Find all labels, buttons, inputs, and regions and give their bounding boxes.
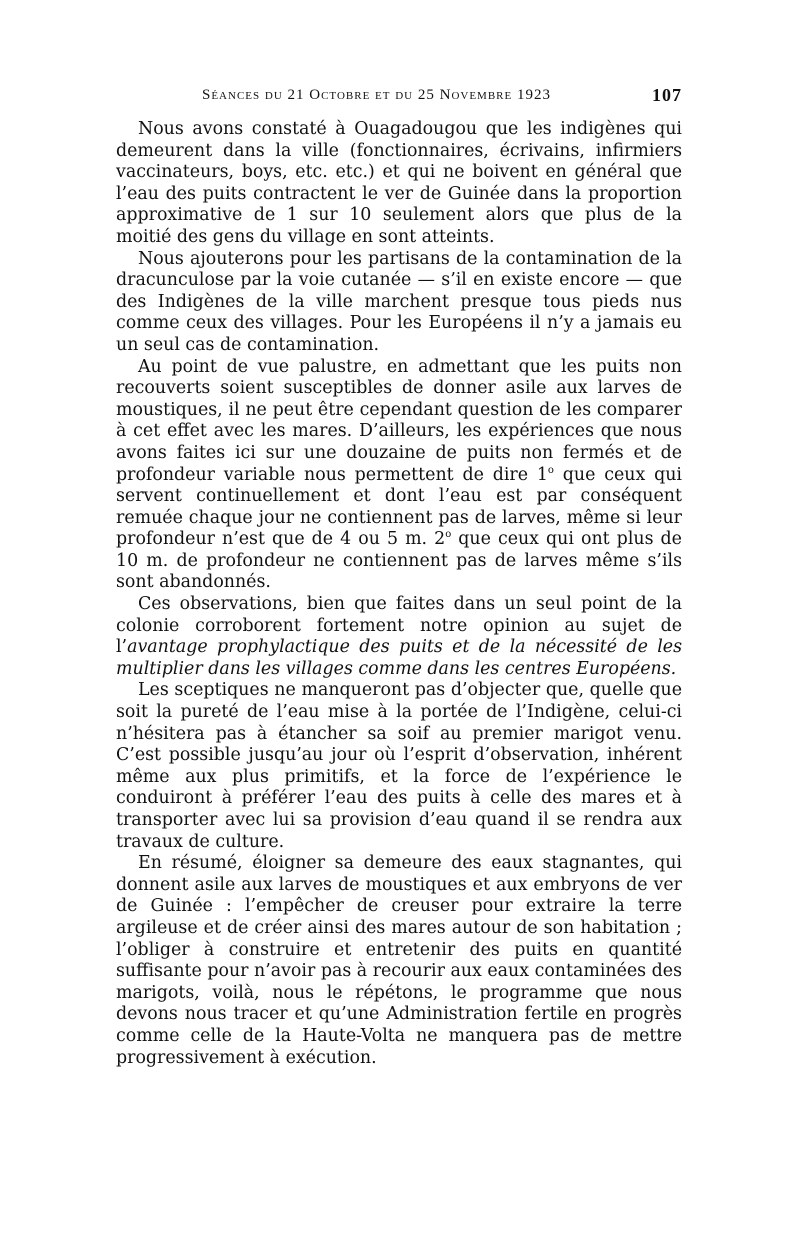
paragraph-observations bbox=[116, 594, 682, 680]
running-header bbox=[116, 80, 682, 110]
paragraph-text-part: que ceux qui ont plus de 10 m. de profondeur ne contiennent pas de larves même s’ils sont abandonnés. bbox=[116, 529, 682, 593]
page-number: 107 bbox=[652, 85, 682, 105]
paragraph-resume bbox=[116, 853, 682, 1069]
paragraph-text: En résumé, éloigner sa demeure des eaux stagnantes, qui donnent asile aux larves de moustiques et aux embryons de ver de Guinée : l’empêcher de creuser pour extraire la terre argileuse et de créer ainsi des mares autour de son habitation ; l’obliger à construire et entretenir des puits en quantité suffisante pour n’avoir pas à recourir aux eaux contaminées des marigots, voilà, nous le répétons, le programme que nous devons nous tracer et qu’une Administration fertile en progrès comme celle de la Haute-Volta ne manquera pas de mettre progressivement à exécution. bbox=[116, 853, 682, 1068]
ordinal-marker: o bbox=[445, 529, 452, 541]
paragraph-dracunculose bbox=[116, 249, 682, 357]
paragraph-text: Nous avons constaté à Ouagadougou que les indigènes qui demeurent dans la ville (fonctionnaires, écrivains, infirmiers vaccinateurs, boys, etc. etc.) et qui ne boivent en général que l’eau des puits contractent le ver de Guinée dans la proportion approximative de 1 sur 10 seulement alors que plus de la moitié des gens du village en sont atteints. bbox=[116, 119, 682, 247]
paragraph-paludisme bbox=[116, 357, 682, 595]
paragraph-text-part: Ces observations, bien que faites dans un seul point de la colonie corroborent fortement notre opinion au sujet de l’ bbox=[116, 594, 682, 658]
emphasized-text: avantage prophylactique des puits et de la nécessité de les multiplier dans les villages comme dans les centres Européens. bbox=[116, 637, 682, 679]
page bbox=[116, 80, 682, 1069]
paragraph-text-part: que ceux qui servent continuellement et dont l’eau est par conséquent remuée chaque jour ne contiennent pas de larves, même si leur profondeur n’est que de 4 ou 5 m. 2 bbox=[116, 464, 682, 550]
ordinal-marker: o bbox=[547, 464, 554, 476]
paragraph-text: Nous ajouterons pour les partisans de la contamination de la dracunculose par la voie cutanée — s’il en existe encore — que des Indigènes de la ville marchent presque tous pieds nus comme ceux des villages. Pour les Européens il n’y a jamais eu un seul cas de contamination. bbox=[116, 248, 682, 355]
body-text bbox=[116, 119, 682, 1069]
paragraph-sceptiques bbox=[116, 680, 682, 853]
running-title: Séances du 21 Octobre et du 25 Novembre 1923 bbox=[202, 87, 551, 103]
paragraph-text: Les sceptiques ne manqueront pas d’objecter que, quelle que soit la pureté de l’eau mise à la portée de l’Indigène, celui-ci n’hésitera pas à étancher sa soif au premier marigot venu. C’est possible jusqu’au jour où l’esprit d’observation, inhérent même aux plus primitifs, et la force de l’expérience le conduiront à préférer l’eau des puits à celle des mares et à transporter avec lui sa provision d’eau quand il se rendra aux travaux de culture. bbox=[116, 680, 682, 852]
paragraph-text-part: Au point de vue palustre, en admettant que les puits non recouverts soient susceptibles de donner asile aux larves de moustiques, il ne peut être cependant question de les comparer à cet effet avec les mares. D’ailleurs, les expériences que nous avons faites ici sur une douzaine de puits non fermés et de profondeur variable nous permettent de dire 1 bbox=[116, 356, 682, 485]
paragraph-ouagadougou bbox=[116, 119, 682, 249]
